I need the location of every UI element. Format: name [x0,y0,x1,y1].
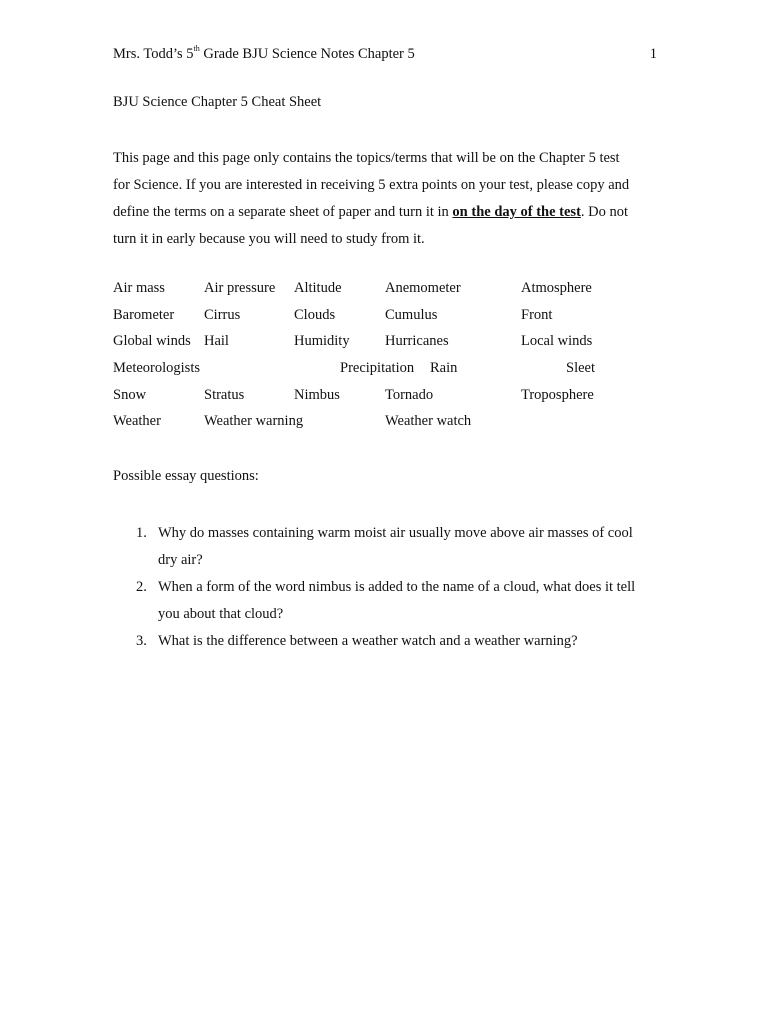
term: Tornado [385,387,434,403]
term: Hurricanes [385,333,449,349]
term: Troposphere [521,387,594,403]
term: Meteorologists [113,360,200,376]
term: Nimbus [294,387,340,403]
header-title [113,46,415,63]
essay-questions-list [113,520,673,655]
term: Front [521,307,553,323]
intro-line [113,199,663,226]
term: Air mass [113,280,165,296]
question-text: you about that cloud? [158,606,284,622]
term: Barometer [113,307,175,323]
intro-text: . Do not [580,204,629,220]
question-text: When a form of the word nimbus is added to the name of a cloud, what does it tell [158,579,636,595]
intro-emphasis: on the day of the test [452,204,581,220]
list-item [113,520,673,574]
term: Cumulus [385,307,438,323]
term: Rain [430,360,458,376]
header-title-suffix: Grade BJU Science Notes Chapter 5 [199,46,415,62]
intro-paragraph [113,145,663,253]
header-title-superscript: th [193,44,200,53]
intro-line: This page and this page only contains the topics/terms that will be on the Chapter 5 test [113,150,620,166]
question-number: 1. [136,525,147,541]
page-header [113,46,657,66]
question-text: What is the difference between a weather watch and a weather warning? [158,633,578,649]
term: Air pressure [204,280,276,296]
term: Stratus [204,387,245,403]
term: Humidity [294,333,350,349]
question-text: Why do masses containing warm moist air usually move above air masses of cool [158,525,633,541]
list-item [113,628,673,655]
question-number: 3. [136,633,147,649]
term: Local winds [521,333,593,349]
term: Weather [113,413,161,429]
term: Clouds [294,307,336,323]
intro-line: turn it in early because you will need to study from it. [113,231,425,247]
term: Hail [204,333,229,349]
term: Atmosphere [521,280,592,296]
intro-text: define the terms on a separate sheet of paper and turn it in [113,204,453,220]
document-title: BJU Science Chapter 5 Cheat Sheet [113,94,322,110]
term: Cirrus [204,307,241,323]
list-item [113,574,673,628]
term: Snow [113,387,147,403]
terms-list [113,280,673,445]
question-text: dry air? [158,552,203,568]
term: Global winds [113,333,191,349]
term: Altitude [294,280,342,296]
term: Sleet [566,360,595,376]
term: Weather watch [385,413,472,429]
term: Weather warning [204,413,304,429]
term: Precipitation [340,360,415,376]
term: Anemometer [385,280,461,296]
essay-heading: Possible essay questions: [113,468,259,484]
header-title-prefix: Mrs. Todd’s 5 [113,46,194,62]
intro-line: for Science. If you are interested in receiving 5 extra points on your test, please copy and [113,177,630,193]
question-number: 2. [136,579,147,595]
page-number: 1 [649,46,657,62]
